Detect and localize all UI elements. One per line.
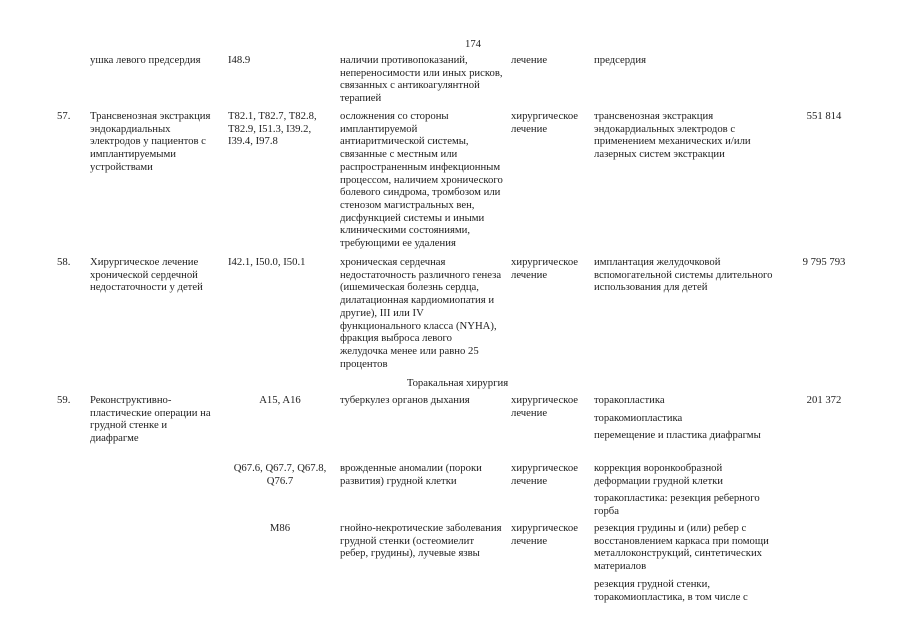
treatment-type-line: лечение (511, 474, 548, 487)
treatment-method (594, 110, 790, 166)
treatment-method-item (594, 394, 790, 407)
treatment-method-line: коррекция воронкообразной (594, 462, 723, 474)
procedure-name-line: хронической сердечной (90, 268, 198, 281)
treatment-method-item (594, 522, 790, 573)
treatment-method (594, 54, 790, 72)
patient-model-line: связанные с местным или (340, 148, 458, 161)
cost-value: 551 814 (806, 110, 842, 122)
row-number: 57. (57, 110, 71, 122)
treatment-type-line: лечение (511, 534, 548, 547)
treatment-method-item (594, 412, 790, 425)
icd-code-line: Q76.7 (266, 474, 294, 487)
procedure-name-line: недостаточности у детей (90, 281, 203, 294)
procedure-name-line: электродов у пациентов с (90, 135, 206, 148)
patient-model-line: процессом, наличием хронического (340, 173, 503, 186)
patient-model (340, 394, 506, 407)
treatment-type (511, 54, 589, 67)
patient-model-line: ребер, грудины), лучевые язвы (340, 547, 480, 560)
treatment-method-item (594, 54, 790, 67)
patient-model (340, 522, 506, 560)
patient-model-line: стенозом магистральных вен, (340, 198, 475, 211)
treatment-type-line: лечение (511, 406, 548, 419)
procedure-name (90, 54, 222, 67)
icd-codes (228, 462, 332, 487)
icd-code-line: M86 (269, 522, 291, 534)
treatment-method (594, 256, 790, 299)
icd-codes (228, 256, 332, 269)
treatment-method-line: торакопластика (594, 394, 665, 406)
treatment-method-line: торакопластика: резекция реберного (594, 492, 760, 505)
patient-model-line: болевого синдрома, тромбозом или (340, 186, 501, 199)
row-number: 58. (57, 256, 71, 268)
patient-model-line: клиническими состояниями, (340, 224, 471, 237)
procedure-name (90, 110, 222, 174)
treatment-method-line: имплантация желудочковой (594, 256, 721, 268)
patient-model-line: развития) грудной клетки (340, 474, 457, 487)
patient-model-line: антиаритмической системы, (340, 135, 469, 148)
icd-code-line: T82.1, T82.7, T82.8, (228, 110, 317, 122)
procedure-name-line: Трансвенозная экстракция (90, 110, 211, 122)
treatment-type (511, 522, 589, 547)
patient-model-line: дисфункцией системы и иными (340, 211, 485, 224)
cost-value: 9 795 793 (802, 256, 846, 268)
treatment-type (511, 256, 589, 281)
treatment-type-line: хирургическое (511, 110, 579, 122)
procedure-name-line: пластические операции на (90, 406, 211, 419)
treatment-method-item (594, 429, 790, 442)
patient-model (340, 110, 506, 250)
treatment-method-item (594, 110, 790, 161)
icd-code-line: A15, A16 (259, 394, 301, 406)
section-heading: Торакальная хирургия (406, 377, 509, 389)
patient-model-line: терапией (340, 92, 382, 105)
patient-model (340, 54, 506, 105)
icd-codes (228, 522, 332, 535)
treatment-type-line: лечение (511, 54, 548, 66)
treatment-method (594, 522, 790, 608)
procedure-name-line: Хирургическое лечение (90, 256, 199, 268)
patient-model-line: врожденные аномалии (пороки (340, 462, 482, 474)
icd-code-line: I39.4, I97.8 (228, 135, 278, 148)
icd-code-line: I42.1, I50.0, I50.1 (228, 256, 306, 268)
procedure-name-line: устройствами (90, 160, 153, 173)
procedure-name-line: ушка левого предсердия (90, 54, 201, 66)
patient-model-line: процентов (340, 357, 388, 370)
patient-model-line: осложнения со стороны (340, 110, 449, 122)
treatment-method-line: резекция грудной стенки, (594, 577, 711, 590)
treatment-type-line: лечение (511, 268, 548, 281)
procedure-name (90, 394, 222, 445)
patient-model-line: другие), III или IV (340, 306, 424, 319)
treatment-method-line: трансвенозная экстракция (594, 110, 714, 122)
cost-value: 201 372 (806, 394, 842, 406)
patient-model-line: желудочка менее или равно 25 (340, 344, 479, 357)
treatment-method-item (594, 492, 790, 517)
treatment-method-item (594, 462, 790, 487)
treatment-type-line: хирургическое (511, 522, 579, 534)
treatment-method-item (594, 256, 790, 294)
patient-model-line: функционального класса (NYHA), (340, 319, 497, 332)
patient-model-line: требующими ее удаления (340, 237, 456, 250)
treatment-type-line: хирургическое (511, 256, 579, 268)
treatment-method-line: деформации грудной клетки (594, 474, 724, 487)
treatment-method-item (594, 578, 790, 603)
treatment-type-line: лечение (511, 122, 548, 135)
treatment-method-line: применением механических и/или (594, 135, 751, 148)
treatment-method-line: восстановлением каркаса при помощи (594, 534, 769, 547)
icd-codes (228, 54, 332, 67)
procedure-name (90, 256, 222, 294)
treatment-method (594, 462, 790, 523)
procedure-name-line: имплантируемыми (90, 148, 176, 161)
procedure-name-line: эндокардиальных (90, 122, 171, 135)
treatment-type-line: хирургическое (511, 462, 579, 474)
patient-model-line: дилатационная кардиомиопатия и (340, 294, 495, 307)
patient-model-line: недостаточность различного генеза (340, 268, 502, 281)
patient-model-line: хроническая сердечная (340, 256, 446, 268)
patient-model-line: туберкулез органов дыхания (340, 394, 470, 406)
treatment-method-line: перемещение и пластика диафрагмы (594, 429, 761, 442)
treatment-method-line: резекция грудины и (или) ребер с (594, 522, 747, 534)
treatment-type (511, 462, 589, 487)
treatment-method-line: вспомогательной системы длительного (594, 268, 773, 281)
icd-code-line: I48.9 (228, 54, 251, 66)
patient-model (340, 256, 506, 370)
procedure-name-line: грудной стенке и (90, 419, 168, 432)
patient-model-line: связанных с антикоагулянтной (340, 79, 480, 92)
patient-model-line: грудной стенки (остеомиелит (340, 534, 475, 547)
treatment-method-line: предсердия (594, 54, 646, 66)
patient-model (340, 462, 506, 487)
patient-model-line: (ишемическая болезнь сердца, (340, 281, 479, 294)
patient-model-line: распространенным инфекционным (340, 160, 501, 173)
treatment-method-line: лазерных систем экстракции (594, 148, 725, 161)
procedure-name-line: диафрагме (90, 432, 139, 445)
treatment-method (594, 394, 790, 447)
icd-codes (228, 110, 332, 148)
treatment-method-line: торакомиопластика, в том числе с (594, 590, 748, 603)
icd-codes (228, 394, 332, 407)
treatment-method-line: использования для детей (594, 281, 708, 294)
treatment-method-line: металлоконструкций, синтетических (594, 547, 763, 560)
procedure-name-line: Реконструктивно- (90, 394, 172, 406)
patient-model-line: имплантируемой (340, 122, 418, 135)
treatment-type-line: хирургическое (511, 394, 579, 406)
treatment-method-line: горба (594, 505, 619, 518)
patient-model-line: гнойно-некротические заболевания (340, 522, 502, 534)
treatment-type (511, 110, 589, 135)
icd-code-line: T82.9, I51.3, I39.2, (228, 122, 312, 135)
patient-model-line: непереносимости или иных рисков, (340, 66, 503, 79)
icd-code-line: Q67.6, Q67.7, Q67.8, (233, 462, 327, 474)
treatment-method-line: эндокардиальных электродов с (594, 122, 736, 135)
page-number: 174 (464, 38, 482, 50)
patient-model-line: фракция выброса левого (340, 332, 452, 345)
treatment-method-line: материалов (594, 560, 647, 573)
patient-model-line: наличии противопоказаний, (340, 54, 468, 66)
treatment-method-line: торакомиопластика (594, 411, 683, 424)
row-number: 59. (57, 394, 71, 406)
treatment-type (511, 394, 589, 419)
